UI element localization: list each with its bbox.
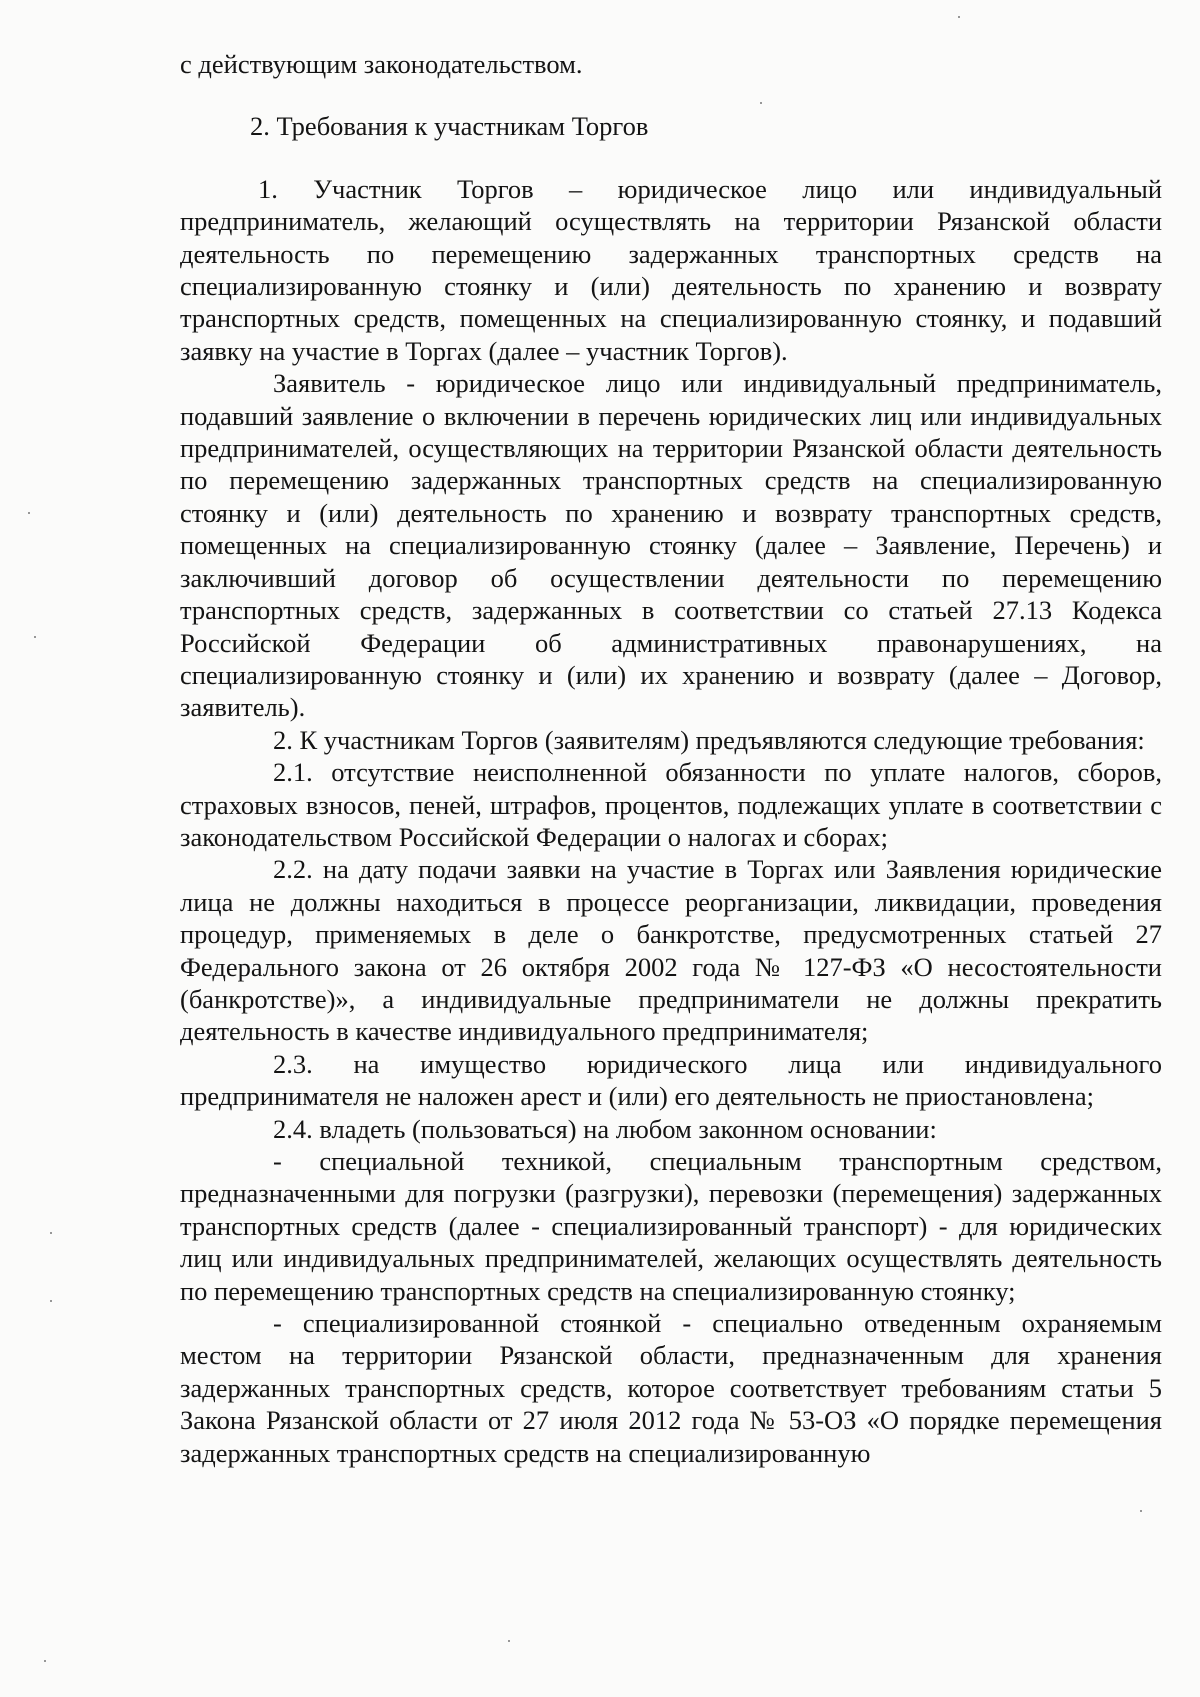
- scan-speck: [34, 636, 36, 638]
- scan-speck: [1140, 1510, 1142, 1512]
- scan-speck: [50, 1232, 52, 1234]
- paragraph-requirement-2-2: 2.2. на дату подачи заявки на участие в Торгах или Заявления юридические лица не должны находиться в процессе реорганизации, ликвидации, проведения процедур, применяемых в деле о банкротстве, предусмотренных статьей 27 Федерального закона от 26 октября 2002 года № 127-ФЗ «О несостоятельности (банкротстве)», а индивидуальные предприниматели не должны прекратить деятельность в качестве индивидуального предпринимателя;: [180, 854, 1162, 1047]
- continuation-line: с действующим законодательством.: [180, 49, 583, 79]
- scan-speck: [50, 1300, 52, 1302]
- section-heading: 2. Требования к участникам Торгов: [250, 111, 649, 142]
- scan-speck: [508, 1640, 510, 1642]
- document-body: [180, 48, 1162, 1469]
- paragraph-requirement-2-1: 2.1. отсутствие неисполненной обязанности по уплате налогов, сборов, страховых взносов, пеней, штрафов, процентов, подлежащих уплате в соответствии с законодательством Российской Федерации о налогах и сборах;: [180, 757, 1162, 852]
- scan-speck: [28, 512, 30, 514]
- scan-speck: [760, 102, 762, 104]
- scan-speck: [958, 16, 960, 18]
- paragraph-requirements-intro: 2. К участникам Торгов (заявителям) предъявляются следующие требования:: [273, 724, 1145, 755]
- paragraph-participant-definition: 1. Участник Торгов – юридическое лицо или индивидуальный предприниматель, желающий осуществлять на территории Рязанской области деятельность по перемещению задержанных транспортных средств на специализированную стоянку и (или) деятельность по хранению и возврату транспортных средств, помещенных на специализированную стоянку, и подавший заявку на участие в Торгах (далее – участник Торгов).: [180, 173, 1162, 366]
- paragraph-requirement-2-4: 2.4. владеть (пользоваться) на любом законном основании:: [273, 1113, 937, 1144]
- paragraph-special-transport: - специальной техникой, специальным транспортным средством, предназначенными для погрузки (разгрузки), перевозки (перемещения) задержанных транспортных средств (далее - специализированный транспорт) - для юридических лиц или индивидуальных предпринимателей, желающих осуществлять деятельность по перемещению транспортных средств на специализированную стоянку;: [180, 1146, 1162, 1306]
- paragraph-applicant-definition: Заявитель - юридическое лицо или индивидуальный предприниматель, подавший заявление о включении в перечень юридических лиц или индивидуальных предпринимателей, осуществляющих на территории Рязанской области деятельность по перемещению задержанных транспортных средств на специализированную стоянку и (или) деятельность по хранению и возврату транспортных средств, помещенных на специализированную стоянку (далее – Заявление, Перечень) и заключивший договор об осуществлении деятельности по перемещению транспортных средств, задержанных в соответствии со статьей 27.13 Кодекса Российской Федерации об административных правонарушениях, на специализированную стоянку и (или) их хранению и возврату (далее – Договор, заявитель).: [180, 368, 1162, 723]
- paragraph-requirement-2-3: 2.3. на имущество юридического лица или индивидуального предпринимателя не наложен арест и (или) его деятельность не приостановлена;: [180, 1048, 1162, 1112]
- paragraph-special-parking: - специализированной стоянкой - специально отведенным охраняемым местом на территории Рязанской области, предназначенным для хранения задержанных транспортных средств, которое соответствует требованиям статьи 5 Закона Рязанской области от 27 июля 2012 года № 53-ОЗ «О порядке перемещения задержанных транспортных средств на специализированную: [180, 1308, 1162, 1468]
- scan-speck: [44, 1660, 46, 1662]
